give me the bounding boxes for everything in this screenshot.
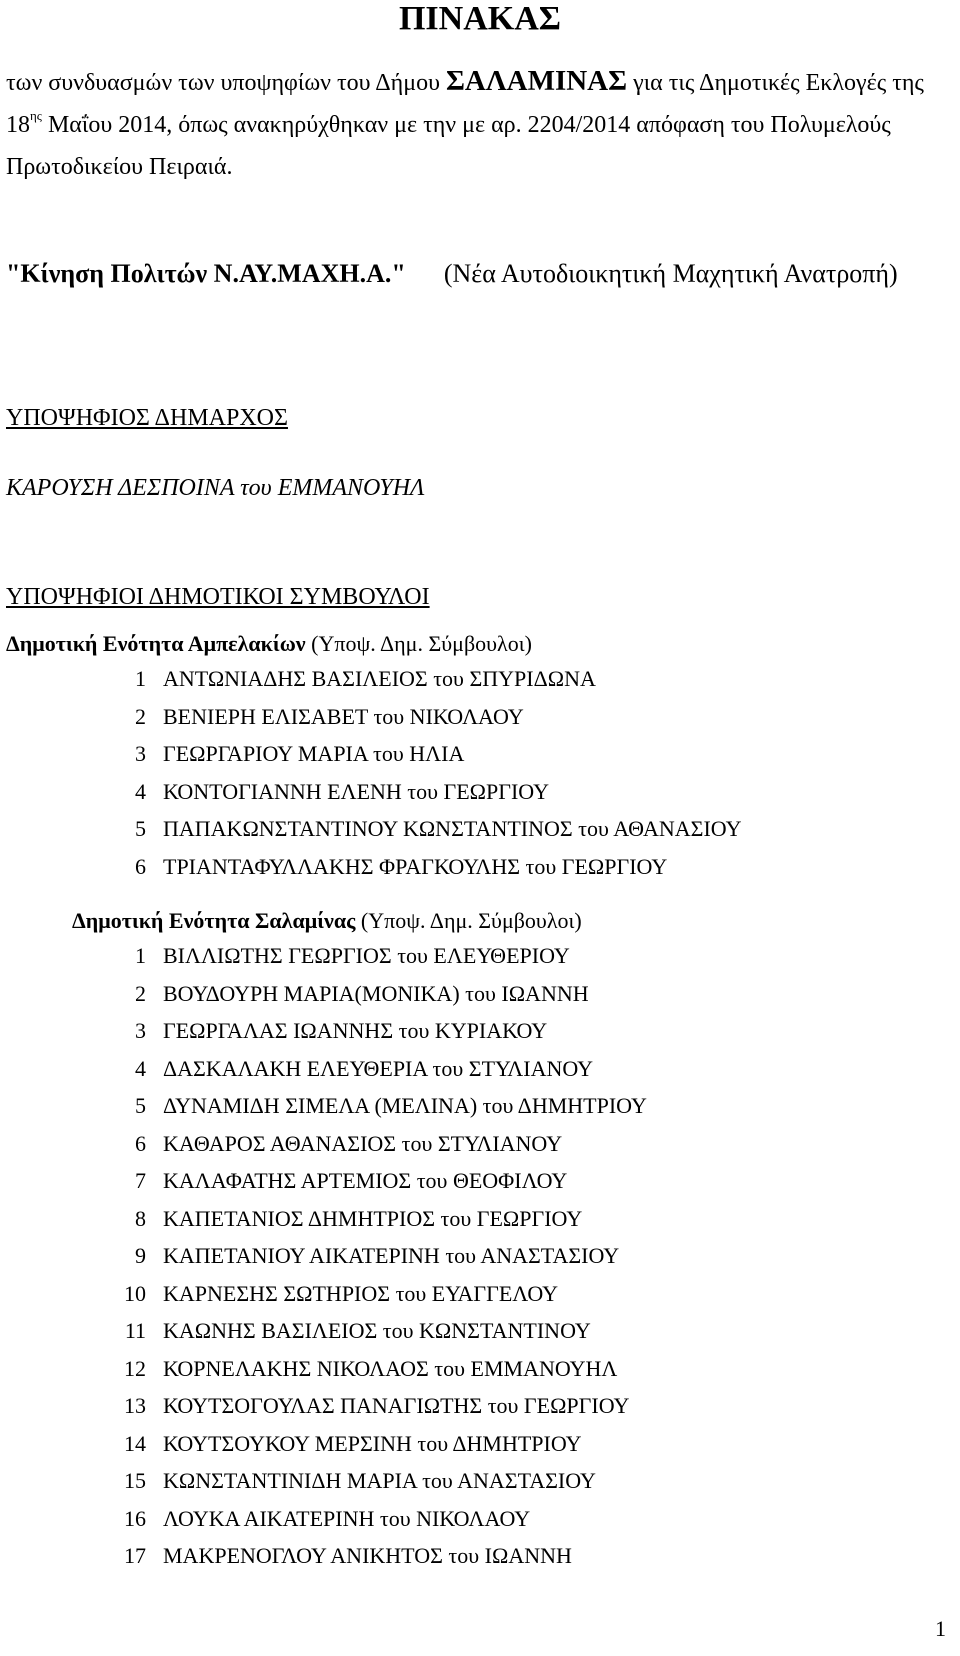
- unit-label-ampelakia: [6, 631, 532, 657]
- candidate-name: ΚΟΝΤΟΓΙΑΝΝΗ ΕΛΕΝΗ του ΓΕΩΡΓΙΟΥ: [163, 778, 549, 804]
- candidate-name: ΚΟΥΤΣΟΥΚΟΥ ΜΕΡΣΙΝΗ του ΔΗΜΗΤΡΙΟΥ: [163, 1430, 582, 1456]
- mayor-name: ΚΑΡΟΥΣΗ ΔΕΣΠΟΙΝΑ του ΕΜΜΑΝΟΥΗΛ: [6, 475, 425, 501]
- candidate-name: ΔΥΝΑΜΙΔΗ ΣΙΜΕΛΑ (ΜΕΛΙΝΑ) του ΔΗΜΗΤΡΙΟΥ: [163, 1093, 647, 1118]
- candidate-number: 16: [124, 1505, 146, 1531]
- candidate-number: 12: [124, 1355, 146, 1381]
- page-title: ΠΙΝΑΚΑΣ: [398, 0, 561, 37]
- party-name: "Κίνηση Πολιτών Ν.ΑΥ.ΜΑΧΗ.Α.": [6, 259, 406, 288]
- candidate-name: ΚΟΥΤΣΟΓΟΥΛΑΣ ΠΑΝΑΓΙΩΤΗΣ του ΓΕΩΡΓΙΟΥ: [163, 1393, 630, 1418]
- candidate-name: ΛΟΥΚΑ ΑΙΚΑΤΕΡΙΝΗ του ΝΙΚΟΛΑΟΥ: [163, 1505, 531, 1531]
- candidate-number: 2: [135, 703, 146, 729]
- candidate-number: 4: [135, 1055, 146, 1081]
- intro-paragraph: [6, 60, 946, 188]
- candidate-number: 17: [124, 1543, 146, 1568]
- candidate-number: 7: [135, 1168, 146, 1193]
- candidate-name: ΚΑΠΕΤΑΝΙΟΥ ΑΙΚΑΤΕΡΙΝΗ του ΑΝΑΣΤΑΣΙΟΥ: [163, 1243, 620, 1268]
- intro-text-1: των συνδυασμών των υποψηφίων του Δήμου: [6, 70, 446, 96]
- candidate-number: 2: [135, 980, 146, 1006]
- party-full-name: (Νέα Αυτοδιοικητική Μαχητική Ανατροπή): [443, 259, 898, 288]
- party-line: [6, 246, 946, 302]
- candidate-name: ΓΕΩΡΓΑΡΙΟΥ ΜΑΡΙΑ του ΗΛΙΑ: [163, 741, 465, 766]
- candidate-number: 11: [124, 1318, 146, 1343]
- candidate-number: 3: [135, 1018, 146, 1043]
- municipality-name: ΣΑΛΑΜΙΝΑΣ: [445, 65, 628, 97]
- intro-text-2: για τις Δημοτικές Εκλογές της 18: [6, 70, 924, 138]
- unit-note: (Υποψ. Δημ. Σύμβουλοι): [360, 908, 582, 933]
- candidate-number: 4: [135, 778, 146, 804]
- candidate-number: 5: [135, 816, 146, 841]
- candidate-number: 15: [124, 1468, 146, 1493]
- candidate-name: ΚΑΘΑΡΟΣ ΑΘΑΝΑΣΙΟΣ του ΣΤΥΛΙΑΝΟΥ: [163, 1130, 563, 1156]
- councillors-heading: ΥΠΟΨΗΦΙΟΙ ΔΗΜΟΤΙΚΟΙ ΣΥΜΒΟΥΛΟΙ: [6, 584, 430, 610]
- candidate-name: ΚΟΡΝΕΛΑΚΗΣ ΝΙΚΟΛΑΟΣ του ΕΜΜΑΝΟΥΗΛ: [163, 1355, 618, 1381]
- candidate-name: ΚΑΠΕΤΑΝΙΟΣ ΔΗΜΗΤΡΙΟΣ του ΓΕΩΡΓΙΟΥ: [163, 1205, 583, 1231]
- candidate-name: ΚΑΩΝΗΣ ΒΑΣΙΛΕΙΟΣ του ΚΩΝΣΤΑΝΤΙΝΟΥ: [163, 1318, 591, 1343]
- candidate-name: ΜΑΚΡΕΝΟΓΛΟΥ ΑΝΙΚΗΤΟΣ του ΙΩΑΝΝΗ: [163, 1543, 572, 1568]
- candidate-number: 14: [124, 1430, 146, 1456]
- candidate-number: 3: [135, 741, 146, 766]
- candidate-name: ΚΑΛΑΦΑΤΗΣ ΑΡΤΕΜΙΟΣ του ΘΕΟΦΙΛΟΥ: [163, 1168, 568, 1193]
- candidate-number: 1: [135, 943, 146, 968]
- candidate-number: 9: [135, 1243, 146, 1268]
- unit-name: Δημοτική Ενότητα Αμπελακίων: [6, 631, 306, 656]
- candidate-name: ΔΑΣΚΑΛΑΚΗ ΕΛΕΥΘΕΡΙΑ του ΣΤΥΛΙΑΝΟΥ: [163, 1055, 594, 1081]
- candidate-name: ΚΩΝΣΤΑΝΤΙΝΙΔΗ ΜΑΡΙΑ του ΑΝΑΣΤΑΣΙΟΥ: [163, 1468, 596, 1493]
- candidate-number: 8: [135, 1205, 146, 1231]
- candidate-number: 6: [135, 853, 146, 879]
- candidate-number: 13: [124, 1393, 146, 1418]
- candidate-name: ΑΝΤΩΝΙΑΔΗΣ ΒΑΣΙΛΕΙΟΣ του ΣΠΥΡΙΔΩΝΑ: [163, 666, 596, 691]
- page-number: 1: [935, 1616, 946, 1641]
- unit-label-salamina: [72, 908, 582, 934]
- candidate-number: 10: [124, 1280, 146, 1306]
- candidate-number: 5: [135, 1093, 146, 1118]
- candidate-name: ΠΑΠΑΚΩΝΣΤΑΝΤΙΝΟΥ ΚΩΝΣΤΑΝΤΙΝΟΣ του ΑΘΑΝΑΣΙΟΥ: [163, 816, 742, 841]
- candidate-number: 1: [135, 666, 146, 691]
- candidate-name: ΓΕΩΡΓΑΛΑΣ ΙΩΑΝΝΗΣ του ΚΥΡΙΑΚΟΥ: [163, 1018, 548, 1043]
- candidate-name: ΤΡΙΑΝΤΑΦΥΛΛΑΚΗΣ ΦΡΑΓΚΟΥΛΗΣ του ΓΕΩΡΓΙΟΥ: [163, 853, 668, 879]
- unit-name: Δημοτική Ενότητα Σαλαμίνας: [72, 908, 356, 933]
- mayor-heading: ΥΠΟΨΗΦΙΟΣ ΔΗΜΑΡΧΟΣ: [6, 405, 288, 431]
- candidate-name: ΒΕΝΙΕΡΗ ΕΛΙΣΑΒΕΤ του ΝΙΚΟΛΑΟΥ: [163, 703, 524, 729]
- unit-note: (Υποψ. Δημ. Σύμβουλοι): [311, 631, 532, 656]
- ordinal-superscript: ης: [30, 108, 42, 123]
- candidate-name: ΚΑΡΝΕΣΗΣ ΣΩΤΗΡΙΟΣ του ΕΥΑΓΓΕΛΟΥ: [163, 1280, 559, 1306]
- intro-text-3: Μαΐου 2014, όπως ανακηρύχθηκαν με την με αρ. 2204/2014 απόφαση του Πολυμελούς Πρωτοδικείου Πειραιά.: [6, 112, 891, 180]
- candidate-number: 6: [135, 1130, 146, 1156]
- candidate-name: ΒΟΥΔΟΥΡΗ ΜΑΡΙΑ(ΜΟΝΙΚΑ) του ΙΩΑΝΝΗ: [163, 980, 589, 1006]
- candidate-name: ΒΙΛΛΙΩΤΗΣ ΓΕΩΡΓΙΟΣ του ΕΛΕΥΘΕΡΙΟΥ: [163, 943, 570, 968]
